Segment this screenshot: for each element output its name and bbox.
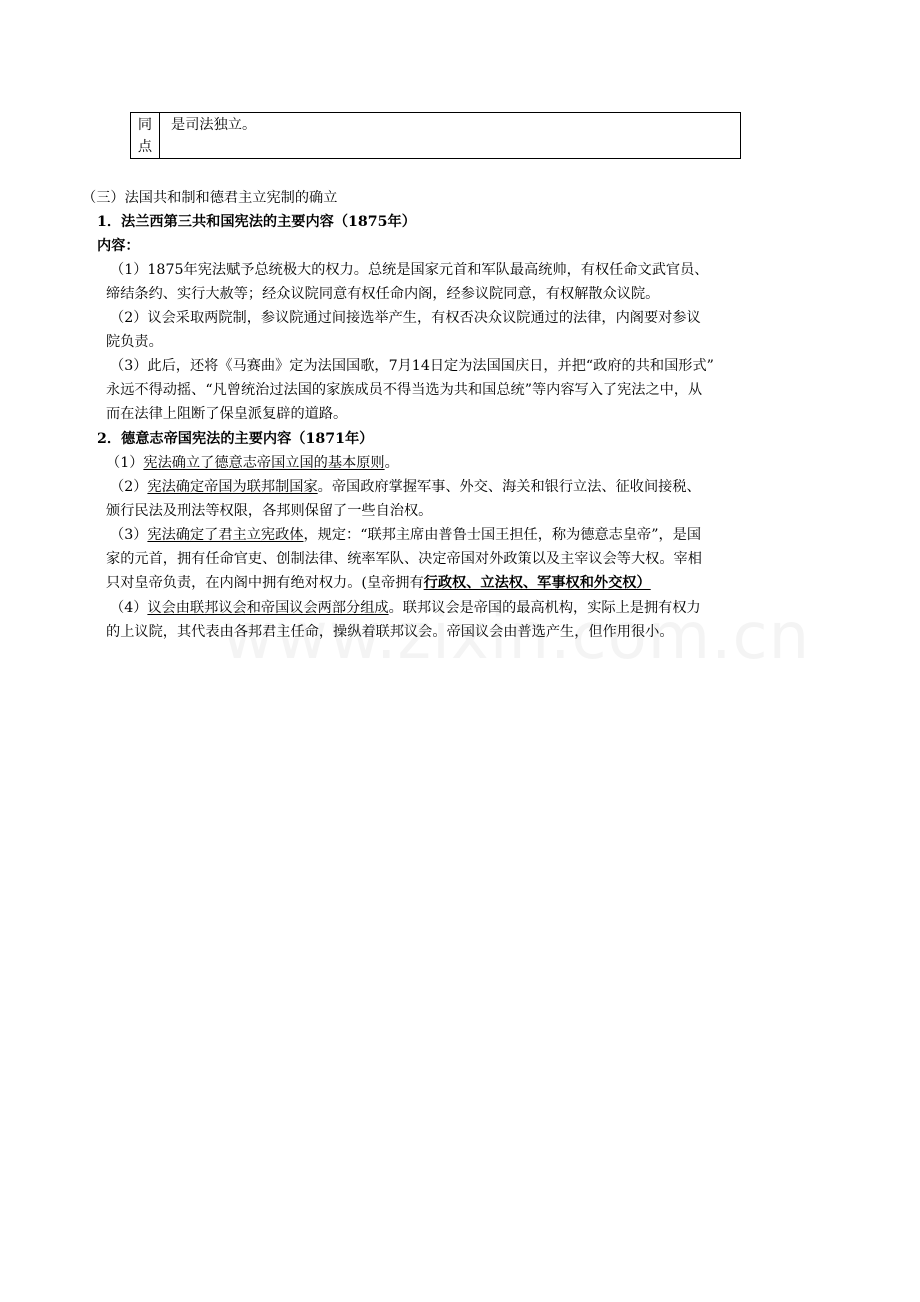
table-cell: 是司法独立。 xyxy=(171,117,257,133)
p2-underlined: 宪法确定帝国为联邦制国家 xyxy=(147,479,318,495)
part2-p3-line3 xyxy=(106,572,651,594)
p4-prefix: （4） xyxy=(110,600,148,616)
part2-p3-line1 xyxy=(110,524,701,546)
p2-prefix: （2） xyxy=(110,479,148,495)
part2-p4-line1 xyxy=(110,597,701,619)
part1-p2-line2: 院负责。 xyxy=(106,334,163,350)
part1-p3-line1: （3）此后，还将《马赛曲》定为法国国歌，7月14日定为法国国庆日，并把“政府的共和国形式” xyxy=(110,358,714,374)
header-char-1: 同 xyxy=(137,117,153,133)
p3-rest: ，规定：“联邦主席由普鲁士国王担任，称为德意志皇帝”，是国 xyxy=(303,527,702,543)
p4-rest: 。联邦议会是帝国的最高机构，实际上是拥有权力 xyxy=(388,600,701,616)
p1-prefix: （1） xyxy=(106,455,144,471)
header-char-2: 点 xyxy=(137,139,153,155)
part1-p3-line3: 而在法律上阻断了保皇派复辟的道路。 xyxy=(106,406,348,422)
part2-p4-line2: 的上议院，其代表由各邦君主任命，操纵着联邦议会。帝国议会由普选产生，但作用很小。 xyxy=(106,624,674,640)
part2-p3-line2: 家的元首，拥有任命官吏、创制法律、统率军队、决定帝国对外政策以及主宰议会等大权。宰相 xyxy=(106,551,702,567)
table-row-header xyxy=(131,113,160,158)
comparison-table xyxy=(130,112,741,159)
part2-p1 xyxy=(106,452,399,474)
part2-p2-line2: 颁行民法及刑法等权限，各邦则保留了一些自治权。 xyxy=(106,503,433,519)
section-title: （三）法国共和制和德君主立宪制的确立 xyxy=(82,190,338,206)
p3-prefix: （3） xyxy=(110,527,148,543)
part1-p1-line1: （1）1875年宪法赋予总统极大的权力。总统是国家元首和军队最高统帅，有权任命文武官员、 xyxy=(110,262,709,278)
part2-p2-line1 xyxy=(110,476,701,498)
part1-p1-line2: 缔结条约、实行大赦等；经众议院同意有权任命内阁，经参议院同意，有权解散众议院。 xyxy=(106,286,660,302)
p3-line3-emphasis: 行政权、立法权、军事权和外交权） xyxy=(423,575,651,591)
p2-rest: 。帝国政府掌握军事、外交、海关和银行立法、征收间接税、 xyxy=(317,479,701,495)
p3-line3-text: 只对皇帝负责，在内阁中拥有绝对权力。(皇帝拥有 xyxy=(106,575,424,591)
part1-heading: 1．法兰西第三共和国宪法的主要内容（1875年） xyxy=(97,214,416,230)
part2-heading: 2．德意志帝国宪法的主要内容（1871年） xyxy=(97,431,374,447)
part1-p3-line2: 永远不得动摇、“凡曾统治过法国的家族成员不得当选为共和国总统”等内容写入了宪法之中，从 xyxy=(106,382,703,398)
p1-underlined: 宪法确立了德意志帝国立国的基本原则 xyxy=(143,455,385,471)
part1-p2-line1: （2）议会采取两院制，参议院通过间接选举产生，有权否决众议院通过的法律，内阁要对参议 xyxy=(110,310,701,326)
part1-label: 内容： xyxy=(97,238,140,254)
p1-suffix: 。 xyxy=(384,455,399,471)
p4-underlined: 议会由联邦议会和帝国议会两部分组成 xyxy=(147,600,389,616)
p3-underlined: 宪法确定了君主立宪政体 xyxy=(147,527,304,543)
